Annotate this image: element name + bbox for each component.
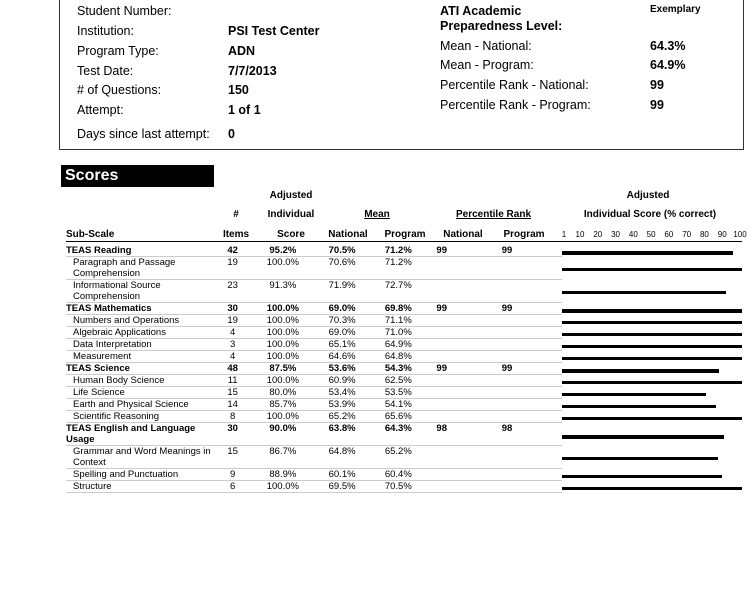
cell-text: 15 [227, 387, 238, 398]
cell-name [66, 411, 214, 423]
cell-text: 71.1% [384, 315, 412, 326]
cell-pr-national [426, 351, 493, 363]
cell-text: Grammar and Word Meanings in Context [73, 446, 211, 468]
cell-text: 8 [230, 411, 236, 422]
cell-items [214, 423, 252, 446]
cell-items [214, 257, 252, 280]
cell-program [370, 399, 426, 411]
num-questions-label: # of Questions: [77, 83, 162, 97]
cell-text: 15 [227, 446, 238, 457]
cell-name [66, 446, 214, 469]
cell-pr-program [494, 481, 562, 493]
cell-text: 99 [436, 363, 447, 374]
score-bar [562, 345, 742, 348]
cell-score [252, 446, 314, 469]
score-bar [562, 381, 742, 384]
pr-national-label: Percentile Rank - National: [440, 78, 589, 92]
axis-tick-label: 60 [664, 230, 674, 239]
cell-program [370, 315, 426, 327]
cell-items [214, 481, 252, 493]
cell-text: 64.3% [384, 423, 412, 434]
header-items-top: # [233, 209, 239, 220]
score-bar [562, 369, 719, 373]
cell-national [314, 257, 370, 280]
table-row [66, 327, 562, 339]
cell-national [314, 363, 370, 375]
score-bar [562, 405, 716, 408]
cell-text: 63.8% [328, 423, 356, 434]
cell-text: 100.0% [266, 481, 299, 492]
cell-name [66, 481, 214, 493]
cell-text: 99 [436, 245, 447, 256]
cell-name [66, 339, 214, 351]
score-bar [562, 321, 742, 324]
cell-program [370, 351, 426, 363]
cell-text: 11 [227, 375, 238, 386]
cell-items [214, 399, 252, 411]
student-number-label: Student Number: [77, 4, 172, 18]
table-row [66, 411, 562, 423]
score-bar [562, 457, 718, 460]
cell-pr-national [426, 469, 493, 481]
cell-pr-program [494, 375, 562, 387]
cell-name [66, 315, 214, 327]
cell-text: 65.2% [328, 411, 356, 422]
score-bar [562, 417, 742, 420]
cell-national [314, 481, 370, 493]
pr-national-value: 99 [650, 78, 664, 92]
cell-pr-program [494, 387, 562, 399]
cell-text: Algebraic Applications [73, 327, 166, 338]
cell-national [314, 315, 370, 327]
axis-tick-label: 40 [628, 230, 638, 239]
cell-pr-program [494, 469, 562, 481]
header-mean: Mean [364, 209, 390, 220]
cell-text: 9 [230, 469, 236, 480]
cell-text: 53.5% [384, 387, 412, 398]
axis-tick-label: 50 [646, 230, 656, 239]
cell-text: Informational Source Comprehension [73, 280, 161, 302]
cell-pr-program [494, 257, 562, 280]
cell-name [66, 469, 214, 481]
cell-items [214, 351, 252, 363]
cell-text: 99 [501, 303, 513, 314]
cell-program [370, 245, 426, 257]
cell-program [370, 481, 426, 493]
header-pr-program: Program [503, 229, 545, 240]
days-since-value: 0 [228, 127, 235, 141]
table-row [66, 351, 562, 363]
table-row [66, 339, 562, 351]
cell-text: 100.0% [266, 339, 299, 350]
cell-pr-national [426, 303, 493, 315]
cell-text: 71.2% [384, 245, 412, 256]
cell-text: Scientific Reasoning [73, 411, 160, 422]
cell-items [214, 469, 252, 481]
cell-pr-program [494, 245, 562, 257]
cell-text: Data Interpretation [73, 339, 152, 350]
table-row [66, 399, 562, 411]
cell-national [314, 303, 370, 315]
program-type-value: ADN [228, 44, 256, 58]
cell-text: 64.9% [384, 339, 412, 350]
cell-program [370, 375, 426, 387]
cell-text: 80.0% [269, 387, 297, 398]
cell-items [214, 315, 252, 327]
table-row [66, 363, 562, 375]
cell-text: 19 [227, 257, 238, 268]
cell-items [214, 303, 252, 315]
score-bar [562, 475, 722, 478]
axis-tick-label: 100 [733, 230, 747, 239]
table-row [66, 245, 562, 257]
header-pr-national: National [443, 229, 483, 240]
cell-pr-national [426, 375, 493, 387]
cell-text: 14 [227, 399, 238, 410]
cell-text: 100.0% [266, 315, 299, 326]
cell-program [370, 257, 426, 280]
cell-pr-national [426, 327, 493, 339]
cell-text: 100.0% [266, 303, 299, 314]
cell-program [370, 411, 426, 423]
num-questions-value: 150 [228, 83, 249, 97]
cell-national [314, 245, 370, 257]
cell-text: TEAS Mathematics [66, 303, 152, 314]
score-bar [562, 357, 742, 360]
mean-national-value: 64.3% [650, 39, 686, 53]
cell-text: 87.5% [269, 363, 297, 374]
score-bar [562, 251, 733, 255]
header-percentile-rank: Percentile Rank [455, 209, 532, 220]
axis-tick-label: 30 [611, 230, 620, 239]
cell-score [252, 469, 314, 481]
cell-text: 100.0% [266, 327, 299, 338]
header-items: Items [222, 229, 250, 240]
cell-text: 91.3% [269, 280, 297, 291]
cell-pr-program [494, 446, 562, 469]
cell-text: 60.1% [328, 469, 356, 480]
header-score: Score [277, 229, 305, 240]
axis-tick-label: 70 [682, 230, 692, 239]
table-row [66, 375, 562, 387]
institution-value: PSI Test Center [228, 24, 320, 38]
cell-pr-program [494, 315, 562, 327]
cell-national [314, 469, 370, 481]
cell-text: 19 [227, 315, 238, 326]
cell-national [314, 387, 370, 399]
cell-text: 86.7% [269, 446, 297, 457]
cell-national [314, 339, 370, 351]
cell-score [252, 481, 314, 493]
cell-pr-program [494, 351, 562, 363]
cell-name [66, 399, 214, 411]
header-individual: Individual [267, 209, 315, 220]
cell-text: 69.0% [328, 303, 356, 314]
cell-text: 70.5% [384, 481, 412, 492]
cell-text: 69.5% [328, 481, 356, 492]
cell-program [370, 280, 426, 303]
cell-pr-national [426, 411, 493, 423]
cell-text: 48 [227, 363, 238, 374]
cell-items [214, 375, 252, 387]
cell-text: 23 [227, 280, 238, 291]
cell-program [370, 363, 426, 375]
cell-pr-program [494, 303, 562, 315]
cell-text: 30 [227, 303, 238, 314]
table-row [66, 387, 562, 399]
cell-name [66, 327, 214, 339]
cell-national [314, 411, 370, 423]
cell-items [214, 446, 252, 469]
table-row [66, 280, 562, 303]
cell-program [370, 469, 426, 481]
pr-program-value: 99 [650, 98, 664, 112]
attempt-value: 1 of 1 [228, 103, 261, 117]
score-bars [562, 245, 742, 585]
preparedness-label-line1: ATI Academic [440, 4, 522, 18]
cell-program [370, 339, 426, 351]
cell-pr-national [426, 423, 493, 446]
cell-text: 4 [230, 327, 236, 338]
score-bar [562, 393, 706, 396]
cell-national [314, 375, 370, 387]
table-row [66, 303, 562, 315]
cell-items [214, 363, 252, 375]
cell-text: 100.0% [266, 411, 299, 422]
cell-score [252, 339, 314, 351]
cell-score [252, 375, 314, 387]
table-row [66, 469, 562, 481]
cell-text: 69.8% [384, 303, 412, 314]
cell-name [66, 245, 214, 257]
cell-items [214, 245, 252, 257]
cell-text: 65.1% [328, 339, 356, 350]
score-bar [562, 487, 742, 490]
cell-text: 72.7% [384, 280, 412, 291]
mean-program-value: 64.9% [650, 58, 686, 72]
cell-text: Life Science [73, 387, 125, 398]
cell-pr-national [426, 280, 493, 303]
header-mean-program: Program [384, 229, 426, 240]
scores-section-title: Scores [61, 165, 214, 187]
cell-pr-program [494, 280, 562, 303]
cell-text: Structure [73, 481, 112, 492]
cell-score [252, 363, 314, 375]
cell-text: 60.4% [384, 469, 412, 480]
cell-national [314, 327, 370, 339]
cell-text: 98 [436, 423, 447, 434]
attempt-label: Attempt: [77, 103, 124, 117]
cell-national [314, 423, 370, 446]
cell-score [252, 303, 314, 315]
cell-text: 100.0% [266, 351, 299, 362]
header-mean-national: National [328, 229, 368, 240]
cell-name [66, 303, 214, 315]
cell-score [252, 315, 314, 327]
cell-text: Human Body Science [73, 375, 165, 386]
scores-table [66, 245, 562, 493]
header-subscale: Sub-Scale [66, 229, 115, 240]
cell-items [214, 387, 252, 399]
cell-text: 3 [230, 339, 236, 350]
preparedness-level: Exemplary [650, 4, 701, 15]
cell-text: 54.3% [384, 363, 412, 374]
axis-tick-label: 1 [561, 230, 567, 239]
cell-score [252, 399, 314, 411]
cell-text: 99 [436, 303, 447, 314]
cell-text: Measurement [73, 351, 132, 362]
cell-national [314, 351, 370, 363]
pr-program-label: Percentile Rank - Program: [440, 98, 591, 112]
cell-name [66, 351, 214, 363]
cell-text: 53.4% [328, 387, 356, 398]
cell-text: Paragraph and Passage Comprehension [73, 257, 176, 279]
cell-text: TEAS English and Language Usage [66, 423, 196, 445]
cell-text: 100.0% [266, 375, 299, 386]
cell-text: TEAS Science [66, 363, 130, 374]
cell-text: 42 [227, 245, 238, 256]
cell-name [66, 280, 214, 303]
cell-text: 88.9% [269, 469, 297, 480]
score-bar [562, 309, 742, 313]
axis-tick-label: 80 [699, 230, 709, 239]
cell-text: 53.6% [328, 363, 356, 374]
cell-pr-national [426, 399, 493, 411]
cell-text: Earth and Physical Science [73, 399, 189, 410]
cell-program [370, 446, 426, 469]
cell-national [314, 399, 370, 411]
cell-text: 71.9% [328, 280, 356, 291]
cell-pr-program [494, 423, 562, 446]
header-divider [66, 241, 742, 242]
cell-pr-program [494, 411, 562, 423]
cell-score [252, 423, 314, 446]
test-date-label: Test Date: [77, 64, 134, 78]
cell-pr-program [494, 339, 562, 351]
cell-name [66, 387, 214, 399]
header-adjusted: Adjusted [269, 190, 313, 201]
cell-name [66, 363, 214, 375]
cell-text: 65.6% [384, 411, 412, 422]
cell-text: 6 [230, 481, 236, 492]
cell-pr-program [494, 327, 562, 339]
cell-text: 70.5% [328, 245, 356, 256]
cell-text: 64.8% [328, 446, 356, 457]
chart-title: Individual Score (% correct) [583, 209, 717, 220]
cell-program [370, 303, 426, 315]
cell-score [252, 257, 314, 280]
cell-pr-national [426, 446, 493, 469]
cell-text: 98 [501, 423, 513, 434]
table-row [66, 446, 562, 469]
cell-text: 65.2% [384, 446, 412, 457]
axis-tick-label: 10 [575, 230, 585, 239]
cell-pr-national [426, 257, 493, 280]
preparedness-label-line2: Preparedness Level: [440, 19, 563, 33]
cell-program [370, 327, 426, 339]
institution-label: Institution: [77, 24, 134, 38]
cell-text: 62.5% [384, 375, 412, 386]
cell-text: 69.0% [328, 327, 356, 338]
cell-text: 53.9% [328, 399, 356, 410]
cell-national [314, 446, 370, 469]
days-since-label: Days since last attempt: [77, 127, 210, 141]
mean-national-label: Mean - National: [440, 39, 532, 53]
cell-text: 85.7% [269, 399, 297, 410]
cell-score [252, 327, 314, 339]
cell-program [370, 423, 426, 446]
cell-text: Spelling and Punctuation [73, 469, 179, 480]
table-row [66, 423, 562, 446]
cell-pr-national [426, 387, 493, 399]
score-bar [562, 333, 742, 336]
cell-text: 54.1% [384, 399, 412, 410]
cell-pr-program [494, 399, 562, 411]
cell-pr-program [494, 363, 562, 375]
cell-pr-national [426, 481, 493, 493]
cell-name [66, 257, 214, 280]
cell-items [214, 280, 252, 303]
cell-items [214, 339, 252, 351]
cell-pr-national [426, 315, 493, 327]
cell-text: 71.0% [384, 327, 412, 338]
cell-score [252, 245, 314, 257]
cell-text: Numbers and Operations [73, 315, 180, 326]
cell-text: 64.6% [328, 351, 356, 362]
cell-text: 70.3% [328, 315, 356, 326]
cell-items [214, 411, 252, 423]
cell-text: 90.0% [269, 423, 297, 434]
cell-text: 100.0% [266, 257, 299, 268]
cell-text: 99 [501, 245, 513, 256]
cell-text: 99 [501, 363, 513, 374]
cell-items [214, 327, 252, 339]
table-row [66, 481, 562, 493]
chart-header-adjusted: Adjusted [626, 190, 670, 201]
cell-pr-national [426, 245, 493, 257]
cell-text: TEAS Reading [66, 245, 132, 256]
cell-text: 71.2% [384, 257, 412, 268]
score-bar [562, 268, 742, 271]
cell-program [370, 387, 426, 399]
cell-name [66, 423, 214, 446]
cell-name [66, 375, 214, 387]
cell-score [252, 387, 314, 399]
axis-tick-label: 90 [717, 230, 727, 239]
table-row [66, 257, 562, 280]
axis-tick-label: 20 [593, 230, 603, 239]
program-type-label: Program Type: [77, 44, 159, 58]
cell-score [252, 351, 314, 363]
cell-text: 64.8% [384, 351, 412, 362]
score-bar [562, 435, 724, 439]
cell-text: 30 [227, 423, 238, 434]
cell-pr-national [426, 339, 493, 351]
cell-text: 4 [230, 351, 236, 362]
cell-score [252, 411, 314, 423]
test-date-value: 7/7/2013 [228, 64, 277, 78]
cell-text: 70.6% [328, 257, 356, 268]
cell-text: 95.2% [269, 245, 297, 256]
mean-program-label: Mean - Program: [440, 58, 534, 72]
score-bar [562, 291, 726, 294]
table-row [66, 315, 562, 327]
cell-text: 60.9% [328, 375, 356, 386]
cell-score [252, 280, 314, 303]
cell-national [314, 280, 370, 303]
cell-pr-national [426, 363, 493, 375]
